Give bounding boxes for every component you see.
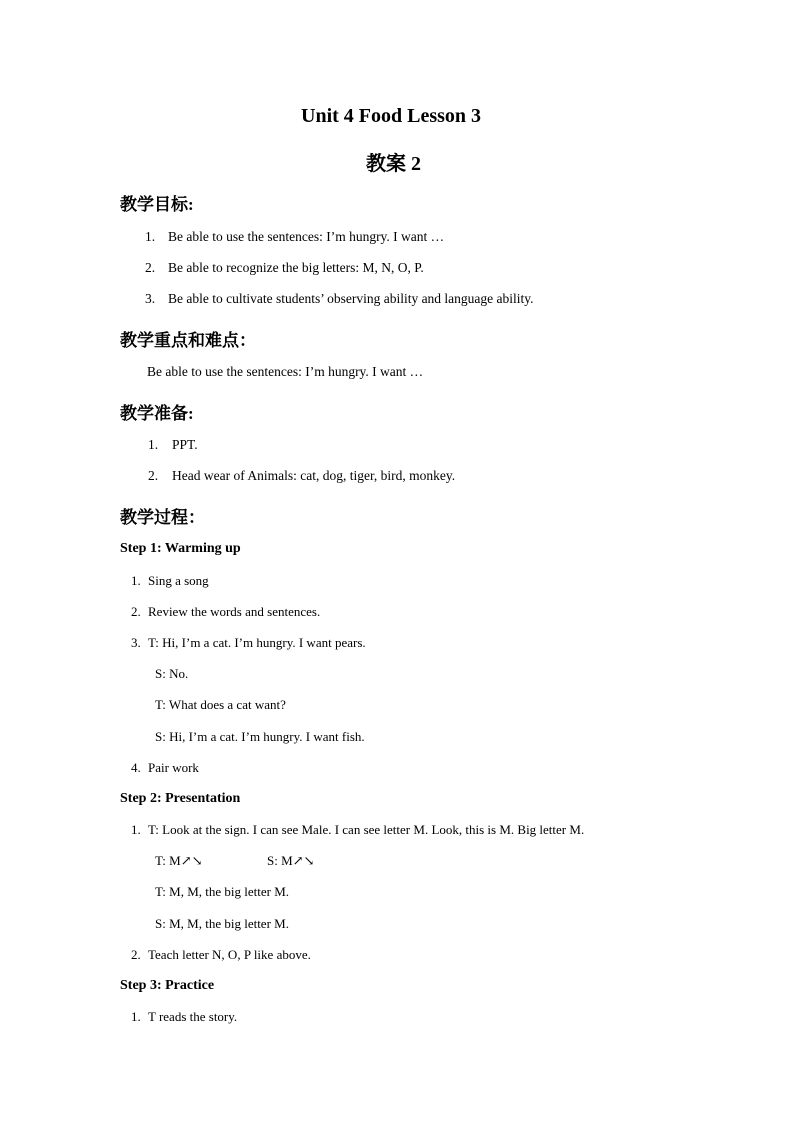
objective-item xyxy=(145,229,444,245)
chant-student: S: M↗↘ xyxy=(267,853,315,868)
key-points-heading: 教学重点和难点： xyxy=(120,331,256,350)
document-subtitle: 教案 2 xyxy=(366,153,421,175)
step2-item xyxy=(131,947,311,963)
dialogue-line: T: What does a cat want? xyxy=(155,697,286,712)
step1-item xyxy=(131,573,209,589)
step2-title: Step 2: Presentation xyxy=(120,791,241,806)
document-title: Unit 4 Food Lesson 3 xyxy=(301,105,482,127)
preparation-number: 2. xyxy=(148,468,159,483)
key-points-text: Be able to use the sentences: I’m hungry. I want … xyxy=(147,364,424,379)
preparation-item xyxy=(148,437,198,453)
preparation-text: Head wear of Animals: cat, dog, tiger, bird, monkey. xyxy=(172,468,456,483)
step3-item xyxy=(131,1009,237,1025)
step1-number: 4. xyxy=(131,760,141,775)
step2-text: Teach letter N, O, P like above. xyxy=(148,947,311,962)
step2-item xyxy=(131,822,584,838)
step1-item xyxy=(131,760,199,776)
objective-text: Be able to recognize the big letters: M, N, O, P. xyxy=(168,260,424,275)
step1-text: T: Hi, I’m a cat. I’m hungry. I want pears. xyxy=(148,635,366,650)
step1-text: Review the words and sentences. xyxy=(148,604,321,619)
step1-number: 1. xyxy=(131,573,141,588)
step1-text: Pair work xyxy=(148,760,199,775)
step1-number: 3. xyxy=(131,635,141,650)
step3-number: 1. xyxy=(131,1009,141,1024)
chant-line: S: M, M, the big letter M. xyxy=(155,916,289,931)
step2-number: 1. xyxy=(131,822,141,837)
preparation-heading: 教学准备: xyxy=(120,404,194,423)
dialogue-line: S: Hi, I’m a cat. I’m hungry. I want fish. xyxy=(155,729,365,744)
step1-item xyxy=(131,604,320,620)
step1-number: 2. xyxy=(131,604,141,619)
step1-title: Step 1: Warming up xyxy=(120,541,241,556)
objective-number: 2. xyxy=(145,260,156,275)
preparation-text: PPT. xyxy=(172,437,198,452)
objective-number: 3. xyxy=(145,291,156,306)
step3-text: T reads the story. xyxy=(148,1009,238,1024)
objectives-heading: 教学目标: xyxy=(120,195,194,214)
chant-line: T: M, M, the big letter M. xyxy=(155,884,290,899)
objective-item xyxy=(145,291,534,307)
chant-teacher: T: M↗↘ xyxy=(155,853,203,868)
objective-item xyxy=(145,260,424,276)
step3-title: Step 3: Practice xyxy=(120,978,215,993)
objective-text: Be able to use the sentences: I’m hungry. I want … xyxy=(168,229,445,244)
step2-number: 2. xyxy=(131,947,141,962)
preparation-item xyxy=(148,468,455,484)
step2-text: T: Look at the sign. I can see Male. I can see letter M. Look, this is M. Big letter M. xyxy=(148,822,585,837)
process-heading: 教学过程： xyxy=(120,508,205,527)
step1-text: Sing a song xyxy=(148,573,209,588)
dialogue-line: S: No. xyxy=(155,666,189,681)
objective-number: 1. xyxy=(145,229,156,244)
preparation-number: 1. xyxy=(148,437,159,452)
objective-text: Be able to cultivate students’ observing ability and language ability. xyxy=(168,291,534,306)
step1-item xyxy=(131,635,366,651)
